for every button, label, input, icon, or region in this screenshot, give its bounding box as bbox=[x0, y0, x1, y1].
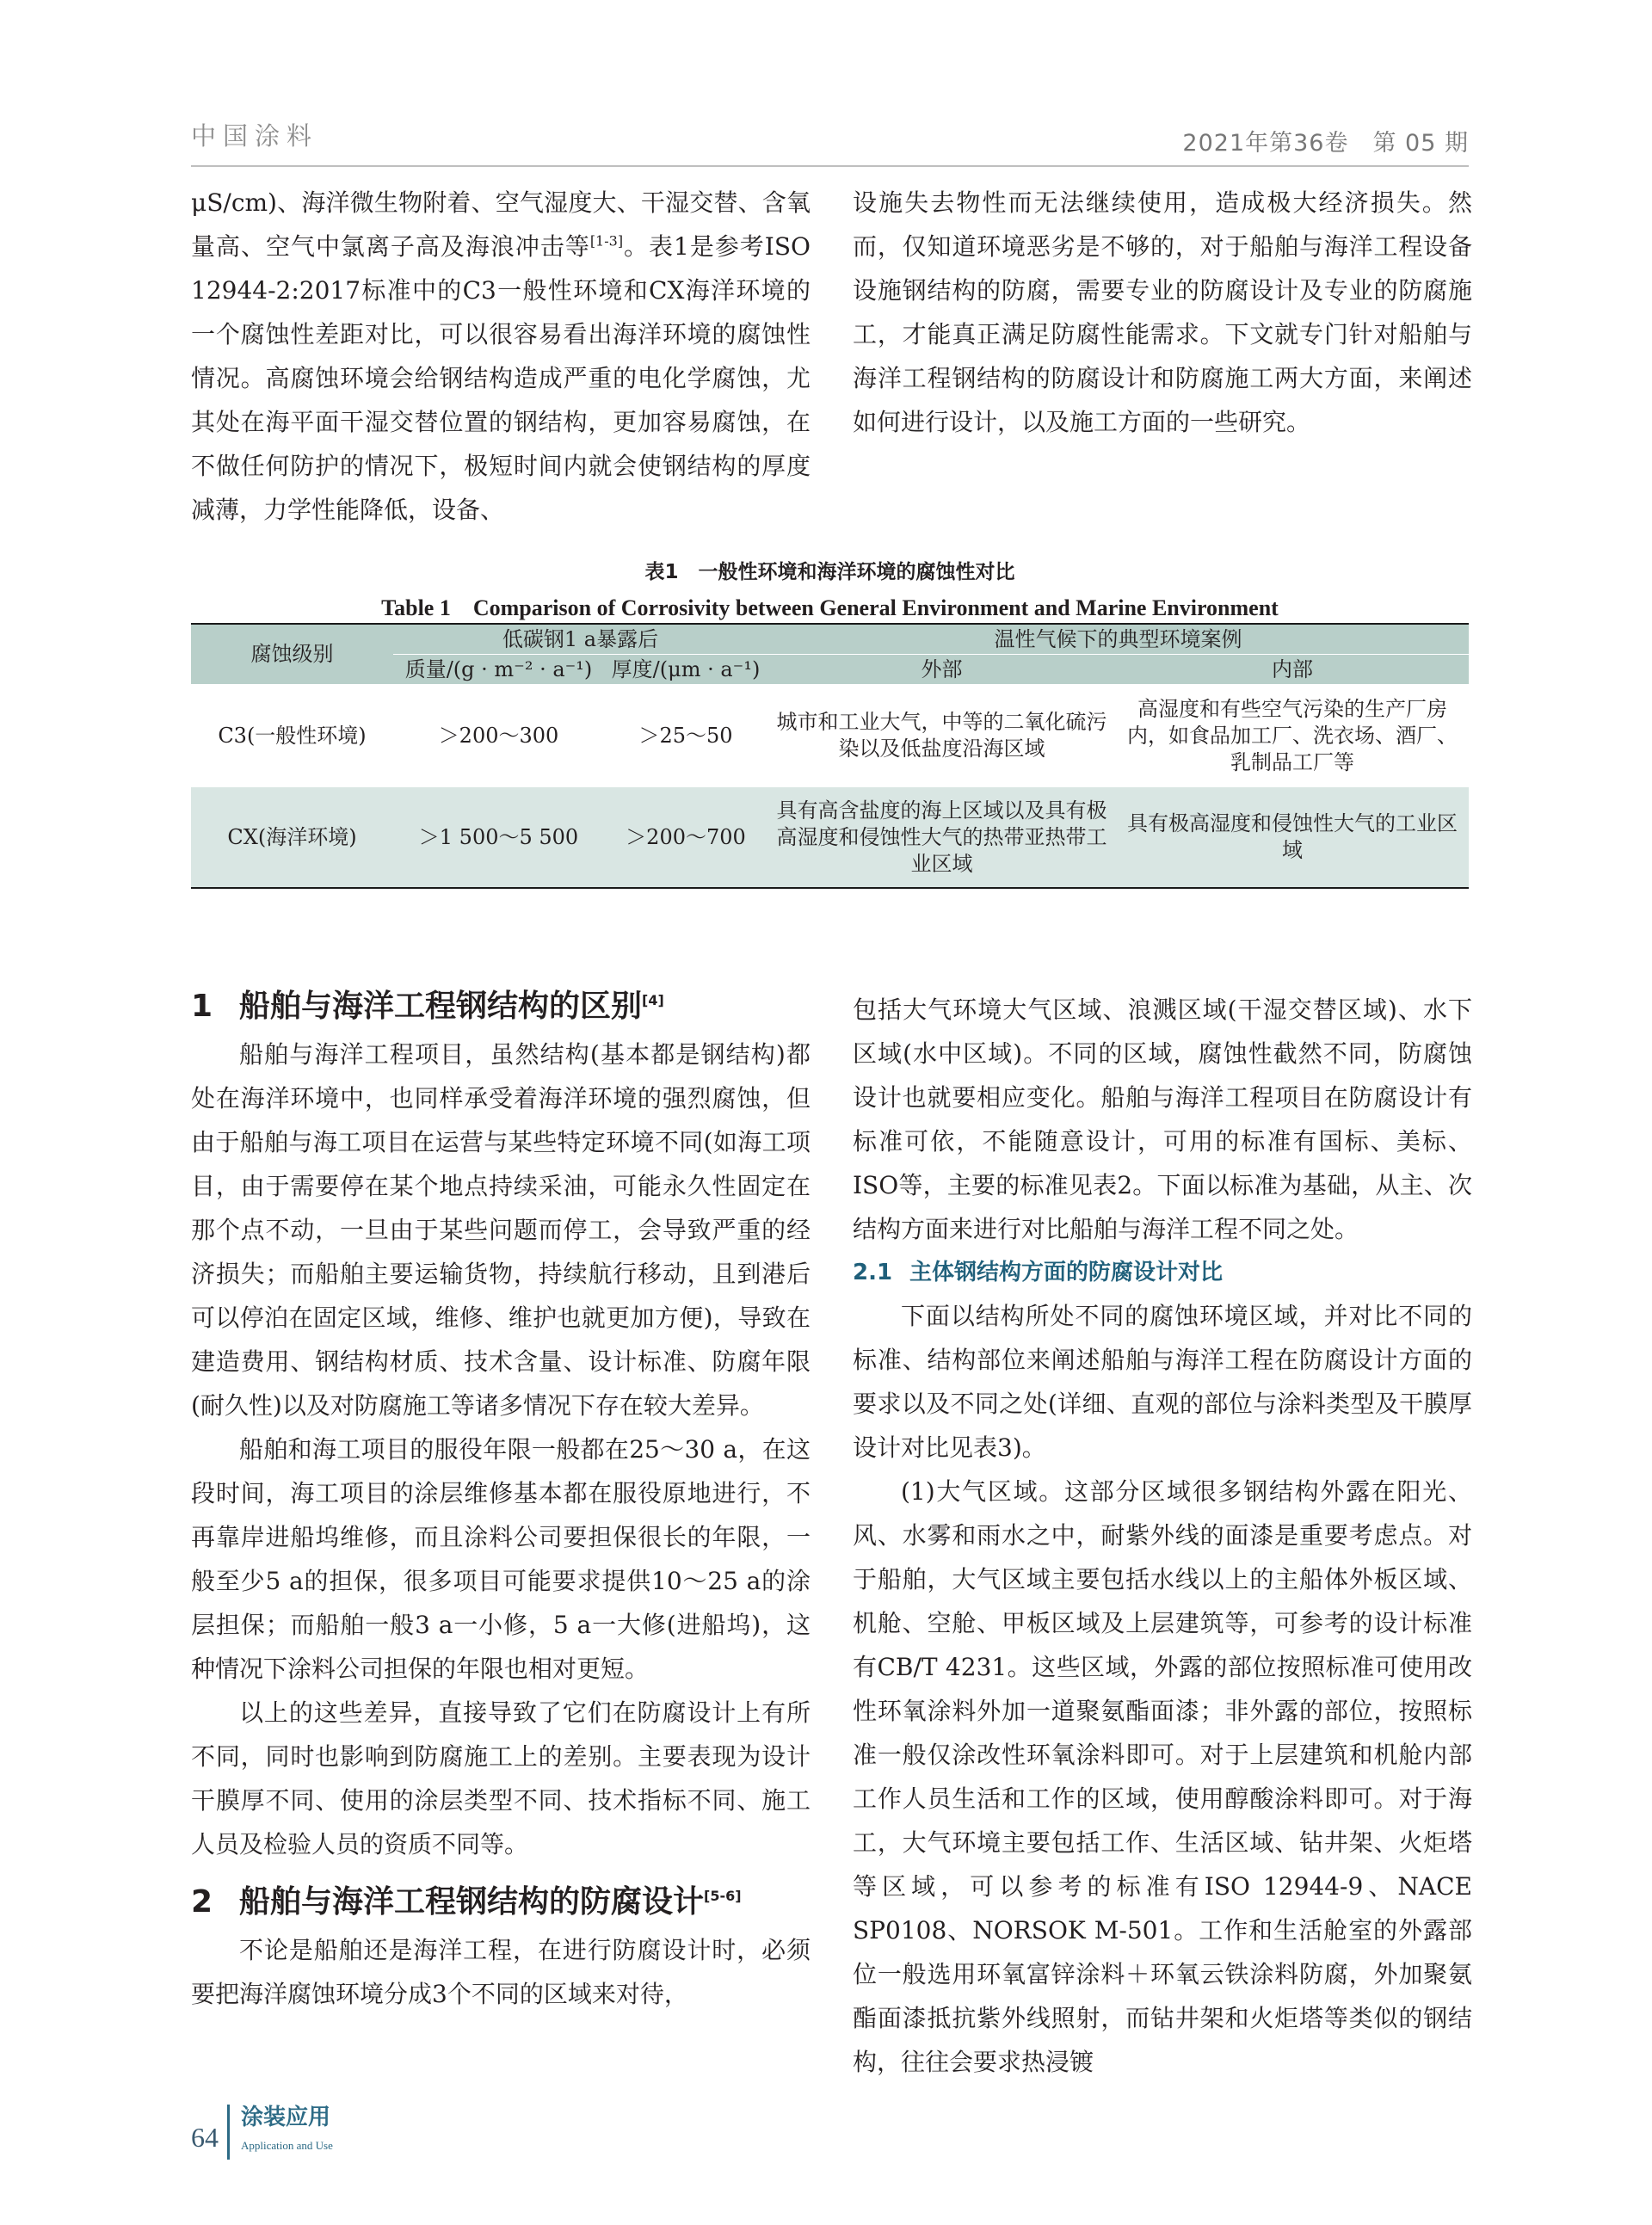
th-thickness: 厚度/(μm · a⁻¹) bbox=[611, 656, 761, 681]
top-right-column bbox=[853, 181, 1472, 444]
cell-indoor: 具有极高湿度和侵蚀性大气的工业区域 bbox=[1116, 787, 1469, 888]
header-rule bbox=[191, 165, 1469, 167]
bottom-left-column bbox=[191, 981, 811, 2016]
cell-level: CX(海洋环境) bbox=[191, 787, 393, 888]
section-1-paragraph: 以上的这些差异，直接导致了它们在防腐设计上有所不同，同时也影响到防腐施工上的差别。主要表现为设计干膜厚不同、使用的涂层类型不同、技术指标不同、施工人员及检验人员的资质不同等。 bbox=[191, 1698, 811, 1858]
intro-paragraph-cont: 设施失去物性而无法继续使用，造成极大经济损失。然而，仅知道环境恶劣是不够的，对于船舶与海洋工程设备设施钢结构的防腐，需要专业的防腐设计及专业的防腐施工，才能真正满足防腐性能需求。下文就专门针对船舶与海洋工程钢结构的防腐设计和防腐施工两大方面，来阐述如何进行设计，以及施工方面的一些研究。 bbox=[853, 188, 1472, 436]
th-indoor: 内部 bbox=[1272, 656, 1313, 681]
table-caption-cn: 表1 一般性环境和海洋环境的腐蚀性对比 bbox=[644, 561, 1015, 583]
footer-section-en: Application and Use bbox=[241, 2139, 333, 2152]
section-1-heading: 1 船舶与海洋工程钢结构的区别[4] bbox=[191, 989, 664, 1024]
cell-indoor: 高湿度和有些空气污染的生产厂房内，如食品加工厂、洗衣场、酒厂、乳制品工厂等 bbox=[1116, 684, 1469, 787]
issue-info: 2021年第36卷 第 05 期 bbox=[1182, 130, 1469, 157]
top-left-column bbox=[191, 181, 811, 532]
page-number: 64 bbox=[191, 2122, 219, 2153]
cell-mass: ＞1 500～5 500 bbox=[393, 787, 604, 888]
th-outdoor: 外部 bbox=[921, 656, 963, 681]
corrosivity-table bbox=[191, 623, 1469, 889]
cell-thickness: ＞200～700 bbox=[604, 787, 767, 888]
subsection-paragraph: 下面以结构所处不同的腐蚀环境区域，并对比不同的标准、结构部位来阐述船舶与海洋工程在防腐设计方面的要求以及不同之处(详细、直观的部位与涂料类型及干膜厚设计对比见表3)。 bbox=[853, 1302, 1472, 1462]
citation-ref: [1-3] bbox=[589, 232, 624, 250]
citation-ref: [5-6] bbox=[704, 1888, 742, 1904]
cell-outdoor: 城市和工业大气，中等的二氧化硫污染以及低盐度沿海区域 bbox=[767, 684, 1116, 787]
section-2-paragraph: 不论是船舶还是海洋工程，在进行防腐设计时，必须要把海洋腐蚀环境分成3个不同的区域来对待， bbox=[191, 1936, 811, 2008]
footer-section-cn: 涂装应用 bbox=[241, 2105, 331, 2130]
subsection-paragraph: (1)大气区域。这部分区域很多钢结构外露在阳光、风、水雾和雨水之中，耐紫外线的面漆是重要考虑点。对于船舶，大气区域主要包括水线以上的主船体外板区域、机舱、空舱、甲板区域及上层建筑等，可参考的设计标准有CB/T 4231。这些区域，外露的部位按照标准可使用改性环氧涂料外加一道聚氨酯面漆；非外露的部位，按照标准一般仅涂改性环氧涂料即可。对于上层建筑和机舱内部工作人员生活和工作的区域，使用醇酸涂料即可。对于海工，大气环境主要包括工作、生活区域、钻井架、火炬塔等区域，可以参考的标准有ISO 12944-9、NACE SP0108、NORSOK M-501。工作和生活舱室的外露部位一般选用环氧富锌涂料＋环氧云铁涂料防腐，外加聚氨酯面漆抵抗紫外线照射，而钻井架和火炬塔等类似的钢结构，往往会要求热浸镀 bbox=[853, 1477, 1472, 2076]
cell-level: C3(一般性环境) bbox=[191, 684, 393, 787]
journal-name: 中国涂料 bbox=[191, 121, 319, 151]
table-row bbox=[191, 787, 1469, 888]
th-group-environment: 温性气候下的典型环境案例 bbox=[767, 624, 1469, 655]
intro-paragraph: μS/cm)、海洋微生物附着、空气湿度大、干湿交替、含氧量高、空气中氯离子高及海浪冲击等[1-3]。表1是参考ISO 12944-2:2017标准中的C3一般性环境和CX海洋环境的一个腐蚀性差距对比，可以很容易看出海洋环境的腐蚀性情况。高腐蚀环境会给钢结构造成严重的电化学腐蚀，尤其处在海平面干湿交替位置的钢结构，更加容易腐蚀，在不做任何防护的情况下，极短时间内就会使钢结构的厚度减薄，力学性能降低，设备、 bbox=[191, 188, 811, 524]
section-2-heading: 2 船舶与海洋工程钢结构的防腐设计[5-6] bbox=[191, 1884, 742, 1920]
bottom-right-column bbox=[853, 988, 1472, 2084]
subsection-2-1-heading: 2.1 主体钢结构方面的防腐设计对比 bbox=[853, 1260, 1224, 1285]
th-mass: 质量/(g · m⁻² · a⁻¹) bbox=[404, 656, 593, 681]
section-1-paragraph: 船舶与海洋工程项目，虽然结构(基本都是钢结构)都处在海洋环境中，也同样承受着海洋环境的强烈腐蚀，但由于船舶与海工项目在运营与某些特定环境不同(如海工项目，由于需要停在某个地点持续采油，可能永久性固定在那个点不动，一旦由于某些问题而停工，会导致严重的经济损失；而船舶主要运输货物，持续航行移动，且到港后可以停泊在固定区域，维修、维护也就更加方便)，导致在建造费用、钢结构材质、技术含量、设计标准、防腐年限(耐久性)以及对防腐施工等诸多情况下存在较大差异。 bbox=[191, 1040, 811, 1420]
citation-ref: [4] bbox=[642, 992, 664, 1008]
cell-outdoor: 具有高含盐度的海上区域以及具有极高湿度和侵蚀性大气的热带亚热带工业区域 bbox=[767, 787, 1116, 888]
section-1-paragraph: 船舶和海工项目的服役年限一般都在25～30 a，在这段时间，海工项目的涂层维修基本都在服役原地进行，不再靠岸进船坞维修，而且涂料公司要担保很长的年限，一般至少5 a的担保，很多项目可能要求提供10～25 a的涂层担保；而船舶一般3 a一小修，5 a一大修(进船坞)，这种情况下涂料公司担保的年限也相对更短。 bbox=[191, 1435, 811, 1683]
cell-thickness: ＞25～50 bbox=[604, 684, 767, 787]
footer-divider bbox=[227, 2105, 230, 2160]
section-2-paragraph-cont: 包括大气环境大气区域、浪溅区域(干湿交替区域)、水下区域(水中区域)。不同的区域，腐蚀性截然不同，防腐蚀设计也就要相应变化。船舶与海洋工程项目在防腐设计有标准可依，不能随意设计，可用的标准有国标、美标、ISO等，主要的标准见表2。下面以标准为基础，从主、次结构方面来进行对比船舶与海洋工程不同之处。 bbox=[853, 995, 1472, 1243]
cell-mass: ＞200～300 bbox=[393, 684, 604, 787]
th-level: 腐蚀级别 bbox=[191, 624, 393, 684]
table-caption-en: Table 1 Comparison of Corrosivity between General Environment and Marine Environment bbox=[381, 595, 1279, 620]
table-row bbox=[191, 684, 1469, 787]
th-group-steel: 低碳钢1 a暴露后 bbox=[393, 624, 767, 655]
